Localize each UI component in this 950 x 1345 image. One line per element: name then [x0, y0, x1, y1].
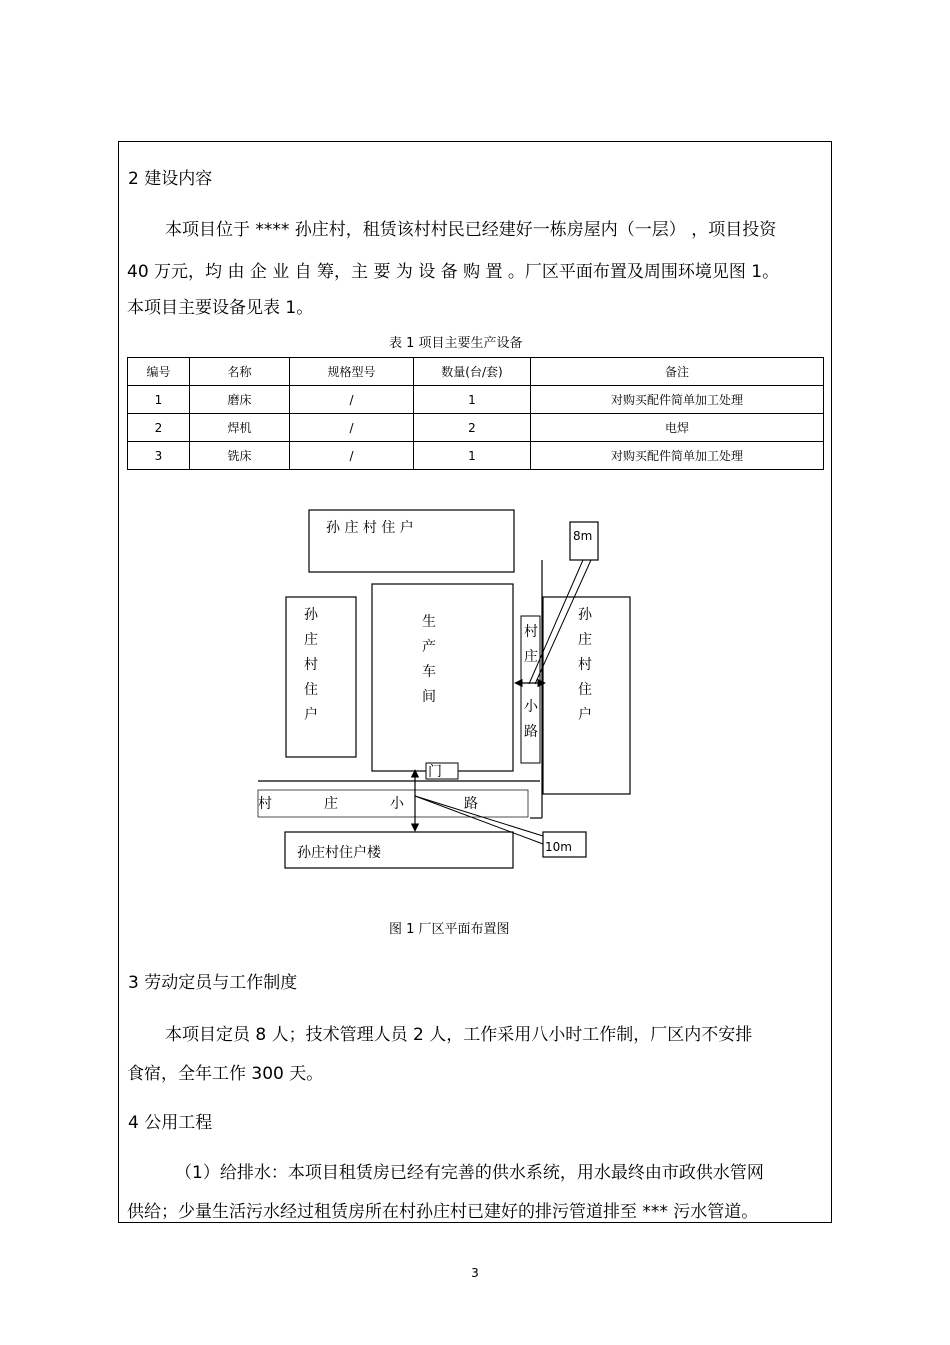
workshop-box	[372, 584, 513, 771]
section-4-para-line-2: 供给；少量生活污水经过租赁房所在村孙庄村已建好的排污管道排至 *** 污水管道。	[127, 1202, 759, 1222]
door-label: 门	[428, 764, 442, 780]
page-number: 3	[471, 1266, 479, 1280]
header-cell: 备注	[531, 358, 824, 386]
header-cell: 数量(台/套)	[414, 358, 531, 386]
table-cell: 3	[128, 442, 190, 470]
section-3-heading: 3 劳动定员与工作制度	[128, 973, 298, 993]
right-house-char: 户	[578, 707, 592, 723]
horizontal-road-char: 村	[258, 796, 272, 812]
dist-10m-leader	[415, 796, 543, 844]
header-cell: 编号	[128, 358, 190, 386]
section-4-heading: 4 公用工程	[128, 1113, 213, 1133]
table-cell: /	[290, 386, 414, 414]
workshop-char: 生	[422, 614, 436, 630]
table-cell: 1	[414, 442, 531, 470]
dist-10m-leader	[415, 796, 543, 836]
right-house-char: 村	[578, 657, 592, 673]
table-cell: 1	[128, 386, 190, 414]
table-row	[128, 442, 824, 470]
dist-8m-leader	[529, 560, 583, 684]
header-cell: 名称	[190, 358, 290, 386]
table-row	[128, 414, 824, 442]
section-2-para-line-2: 40 万元，均 由 企 业 自 筹，主 要 为 设 备 购 置 。厂区平面布置及周围环境见图 1。	[127, 262, 780, 282]
top-house-label: 孙 庄 村 住 户	[326, 520, 414, 536]
table-cell: 铣床	[190, 442, 290, 470]
horizontal-road-char: 小	[390, 796, 404, 812]
bottom-building-label: 孙庄村住户楼	[297, 845, 381, 861]
table-cell: 焊机	[190, 414, 290, 442]
horizontal-road-char: 路	[464, 796, 478, 812]
table-cell: 电焊	[531, 414, 824, 442]
workshop-char: 产	[422, 639, 436, 655]
dist-10m-label: 10m	[545, 840, 572, 854]
table-cell: 磨床	[190, 386, 290, 414]
vertical-lane-char: 小	[524, 699, 538, 715]
left-house-char: 村	[304, 657, 318, 673]
section-4-para-line-1: （1）给排水：本项目租赁房已经有完善的供水系统，用水最终由市政供水管网	[175, 1163, 764, 1183]
vertical-lane-char: 路	[524, 724, 538, 740]
table-cell: /	[290, 414, 414, 442]
left-house-char: 庄	[304, 632, 318, 648]
figure-1-caption: 图 1 厂区平面布置图	[389, 922, 510, 937]
section-2-para-line-1: 本项目位于 **** 孙庄村，租赁该村村民已经建好一栋房屋内（一层） ，项目投资	[165, 220, 777, 240]
left-house-box	[286, 597, 356, 757]
header-cell: 规格型号	[290, 358, 414, 386]
right-house-char: 孙	[578, 607, 592, 623]
workshop-char: 车	[422, 664, 436, 680]
table-row	[128, 386, 824, 414]
horizontal-road-char: 庄	[324, 796, 338, 812]
section-3-para-line-1: 本项目定员 8 人；技术管理人员 2 人，工作采用八小时工作制，厂区内不安排	[165, 1025, 753, 1045]
right-house-char: 住	[578, 682, 592, 698]
section-3-para-line-2: 食宿，全年工作 300 天。	[127, 1064, 324, 1084]
table-cell: 2	[414, 414, 531, 442]
table-header-row	[128, 358, 824, 386]
dist-8m-label: 8m	[573, 529, 593, 543]
vertical-lane-char: 村	[524, 624, 538, 640]
table-cell: 2	[128, 414, 190, 442]
table-cell: 对购买配件简单加工处理	[531, 442, 824, 470]
site-layout-figure	[250, 505, 640, 875]
right-house-char: 庄	[578, 632, 592, 648]
left-house-char: 住	[304, 682, 318, 698]
table-cell: 1	[414, 386, 531, 414]
table-cell: 对购买配件简单加工处理	[531, 386, 824, 414]
section-2-heading: 2 建设内容	[128, 169, 213, 189]
table-cell: /	[290, 442, 414, 470]
left-house-char: 户	[304, 707, 318, 723]
section-2-para-line-3: 本项目主要设备见表 1。	[127, 298, 314, 318]
table-1-caption: 表 1 项目主要生产设备	[389, 336, 523, 351]
vertical-lane-char: 庄	[524, 649, 538, 665]
equipment-table	[127, 357, 824, 470]
workshop-char: 间	[422, 689, 436, 705]
left-house-char: 孙	[304, 607, 318, 623]
